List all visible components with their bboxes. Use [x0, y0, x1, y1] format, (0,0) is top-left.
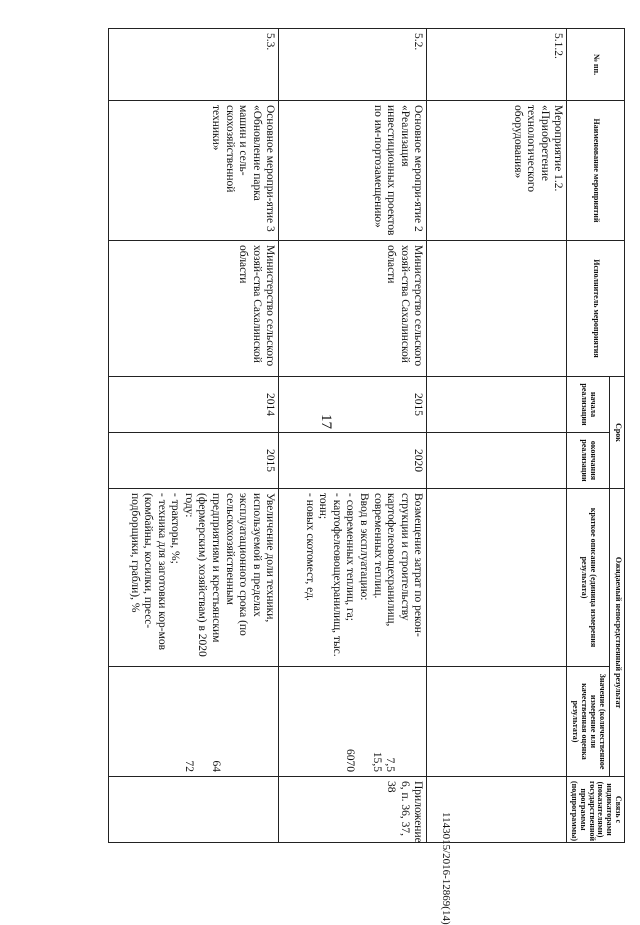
row-start: 2015	[279, 377, 427, 433]
header-term-end: окончания реализации	[567, 433, 610, 489]
header-result: Ожидаемый непосредственный результат	[610, 489, 625, 777]
row-end: 2020	[279, 433, 427, 489]
row-description: Возмещение затрат по рекон-струкции и строительству картофелеовощехранилищ, современных теплиц. Ввод в эксплуатацию: - современных теплиц, га; - картофелеовощехранилищ, тыс. тонн; - новых скотомест, ед.	[279, 489, 427, 667]
header-row-1	[610, 29, 625, 843]
header-link: Связь с индикаторами (показателями) государственной программы (подпрограммы)	[567, 777, 625, 843]
table-row	[427, 29, 567, 843]
row-executor: Министерство сельского хозяй-ства Сахалинской области	[279, 241, 427, 377]
document-code: 1143015/2016-12869(14)	[440, 812, 452, 925]
row-name: Мероприятие 1.2. «Приобретение технологического оборудования»	[427, 101, 567, 241]
row-executor	[427, 241, 567, 377]
page-number: 17	[318, 414, 334, 429]
row-num: 5.2.	[279, 29, 427, 101]
row-name: Основное меропри-ятие 2 «Реализация инвестиционных проектов по им-портозамещению»	[279, 101, 427, 241]
row-start: 2014	[109, 377, 279, 433]
header-result-value: Значение (количественное измерение или качественная оценка результата)	[567, 667, 610, 777]
activities-table	[108, 28, 625, 843]
row-description: Увеличение доли техники, используемой в пределах эксплуатационного срока (по сельскохозяйственным предприятиям и крестьянским (фермерским) хозяйствам) в 2020 году: - тракторы, %; - техника для заготовки кор-мов (комбайны, косилки, пресс-подборщики, грабли), %	[109, 489, 279, 667]
header-num: № пп.	[567, 29, 625, 101]
row-num: 5.1.2.	[427, 29, 567, 101]
header-executor: Исполнитель мероприятия	[567, 241, 625, 377]
row-description	[427, 489, 567, 667]
row-end: 2015	[109, 433, 279, 489]
row-start	[427, 377, 567, 433]
table-row	[279, 29, 427, 843]
header-name: Наименование мероприятий	[567, 101, 625, 241]
row-link	[427, 777, 567, 843]
row-values	[427, 667, 567, 777]
header-term-start: начала реализации	[567, 377, 610, 433]
row-link: Приложение 6, п. 36, 37, 38	[279, 777, 427, 843]
rotated-table-sheet	[65, 28, 625, 842]
row-num: 5.3.	[109, 29, 279, 101]
row-values: 64 72	[109, 667, 279, 777]
row-values: 7,5 15,5 6070	[279, 667, 427, 777]
row-executor: Министерство сельского хозяй-ства Сахалинской области	[109, 241, 279, 377]
table-row	[109, 29, 279, 843]
header-result-desc: краткое описание (единица измерения результата)	[567, 489, 610, 667]
row-name: Основное меропри-ятие 3 «Обновление парка машин и сель-скохозяйственной техники»	[109, 101, 279, 241]
row-link	[109, 777, 279, 843]
row-end	[427, 433, 567, 489]
header-term: Срок	[610, 377, 625, 489]
